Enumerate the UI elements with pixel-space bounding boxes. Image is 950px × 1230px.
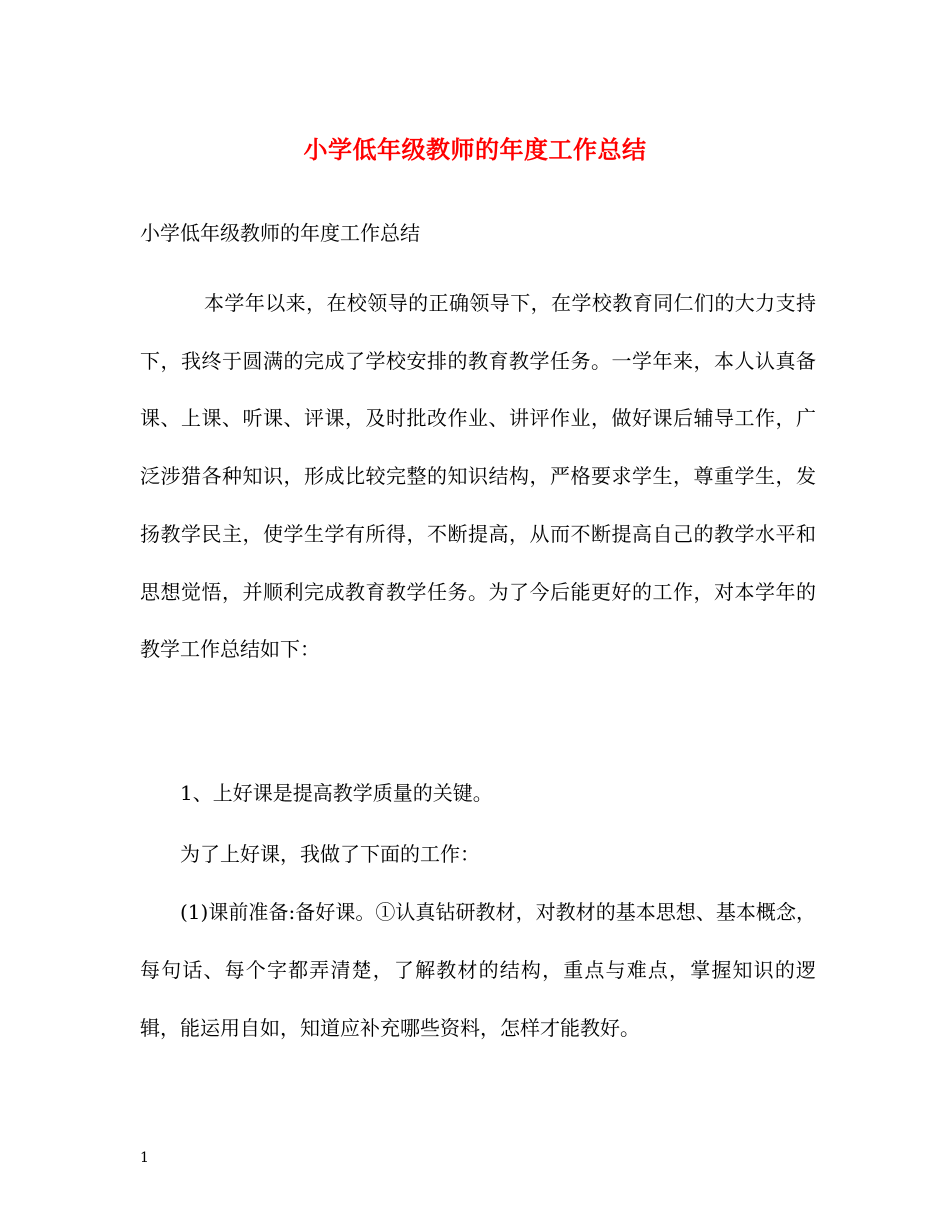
list-item-1: 1、上好课是提高教学质量的关键。 — [180, 781, 493, 805]
body-section-1 — [140, 275, 816, 679]
document-subtitle: 小学低年级教师的年度工作总结 — [140, 221, 420, 245]
list-item-2: 为了上好课，我做了下面的工作： — [180, 842, 480, 866]
page-number: 1 — [140, 1150, 149, 1166]
body-section-2 — [140, 883, 816, 1057]
document-title: 小学低年级教师的年度工作总结 — [303, 135, 647, 164]
paragraph-preparation: (1)课前准备:备好课。①认真钻研教材，对教材的基本思想、基本概念，每句话、每个字都弄清楚，了解教材的结构，重点与难点，掌握知识的逻辑，能运用自如，知道应补充哪些资料，怎样才能教好。 — [140, 900, 816, 1040]
paragraph-intro: 本学年以来，在校领导的正确领导下，在学校教育同仁们的大力支持下，我终于圆满的完成了学校安排的教育教学任务。一学年来，本人认真备课、上课、听课、评课，及时批改作业、讲评作业，做好课后辅导工作，广泛涉猎各种知识，形成比较完整的知识结构，严格要求学生，尊重学生，发扬教学民主，使学生学有所得，不断提高，从而不断提高自己的教学水平和思想觉悟，并顺利完成教育教学任务。为了今后能更好的工作，对本学年的教学工作总结如下： — [140, 291, 816, 662]
